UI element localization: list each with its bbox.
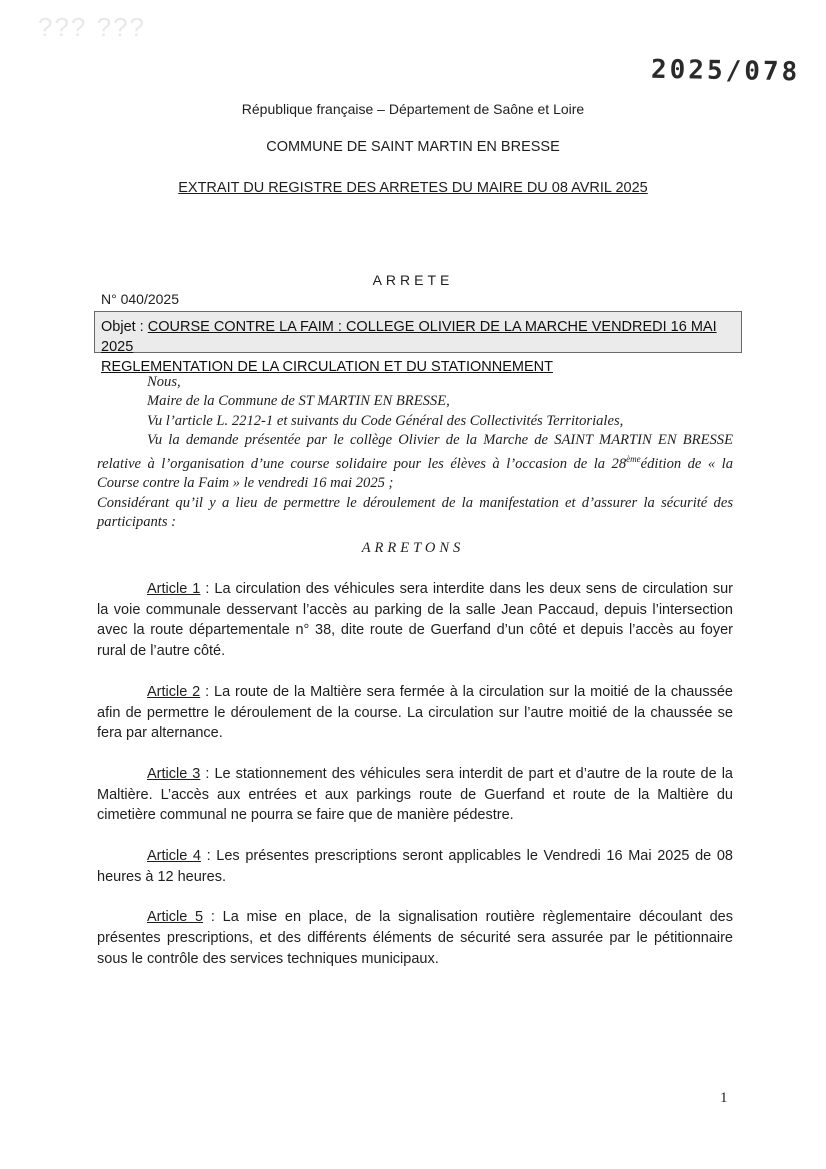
- objet-text-1: COURSE CONTRE LA FAIM : COLLEGE OLIVIER DE LA MARCHE VENDREDI 16 MAI 2025: [101, 319, 717, 355]
- objet-line-1: [101, 317, 741, 357]
- article-1-text: : La circulation des véhicules sera interdite dans les deux sens de circulation sur la voie communale desservant l’accès au parking de la salle Jean Paccaud, depuis l’intersection avec la route départementale n° 38, dite route de Guerfand d’un côté et depuis l’accès au foyer rural de l’autre côté.: [97, 581, 733, 660]
- article-5-text: : La mise en place, de la signalisation routière règlementaire découlant des présentes prescriptions, et des différents éléments de sécurité sera assurée par le pétitionnaire sous le contrôle des services techniques municipaux.: [97, 909, 733, 967]
- article-5-label: Article 5: [147, 909, 204, 926]
- article-1-label: Article 1: [147, 581, 201, 597]
- article-3-text: : Le stationnement des véhicules sera interdit de part et d’autre de la route de la Maltière. L’accès aux entrées et aux parkings route de Guerfand et route de la Maltière du cimetière communal ne pourra se faire que de manière pédestre.: [97, 765, 733, 824]
- objet-text-2: REGLEMENTATION DE LA CIRCULATION ET DU STATIONNEMENT: [101, 359, 553, 375]
- objet-box: [94, 311, 742, 375]
- preamble-nous: Nous,: [147, 374, 181, 390]
- arretons-heading: ARRETONS: [361, 540, 465, 556]
- preamble: [97, 373, 733, 532]
- article-4-text: : Les présentes prescriptions seront applicables le Vendredi 16 Mai 2025 de 08 heures à 12 heures.: [97, 848, 733, 885]
- extrait-title: EXTRAIT DU REGISTRE DES ARRETES DU MAIRE DU 08 AVRIL 2025: [178, 180, 648, 196]
- commune-title: COMMUNE DE SAINT MARTIN EN BRESSE: [266, 139, 560, 155]
- preamble-maire: Maire de la Commune de ST MARTIN EN BRESSE,: [147, 393, 450, 410]
- article-2-text: : La route de la Maltière sera fermée à la circulation sur la moitié de la chaussée afin de permettre le déroulement de la course. La circulation sur l’autre moitié de la chaussée se fera par alternance.: [97, 683, 733, 742]
- article-4-label: Article 4: [147, 848, 201, 865]
- preamble-vu-1: Vu l’article L. 2212-1 et suivants du Code Général des Collectivités Territoriales,: [147, 412, 624, 429]
- preamble-vu-2-sup: ème: [626, 454, 641, 465]
- article-2-label: Article 2: [147, 683, 201, 700]
- republique-header: République française – Département de Saône et Loire: [241, 101, 585, 117]
- article-2: [97, 682, 733, 744]
- page-number: 1: [720, 1090, 728, 1106]
- registration-stamp: 2025/078: [650, 54, 801, 88]
- preamble-vu-2-a: Vu la demande présentée par le collège Olivier de la Marche de SAINT MARTIN EN BRESSE relative à l’organisation d’une course solidaire pour les élèves à l’occasion de la 28: [97, 431, 733, 473]
- preamble-vu-2: [97, 431, 733, 494]
- faded-mark: ??? ???: [38, 12, 146, 42]
- objet-label: Objet :: [101, 319, 144, 335]
- article-4: [97, 846, 733, 887]
- arrete-heading: ARRETE: [372, 272, 454, 288]
- article-5: [97, 907, 733, 969]
- preamble-considerant: Considérant qu’il y a lieu de permettre le déroulement de la manifestation et d’assurer la sécurité des participants :: [97, 494, 733, 530]
- preamble-vu-2-b: édition de « la Course contre la Faim » le vendredi 16 mai 2025 ;: [97, 456, 733, 492]
- articles-list: [97, 579, 733, 990]
- article-3: [97, 764, 733, 826]
- article-3-label: Article 3: [147, 765, 201, 782]
- arrete-number: N° 040/2025: [101, 291, 179, 307]
- article-1: [97, 579, 733, 662]
